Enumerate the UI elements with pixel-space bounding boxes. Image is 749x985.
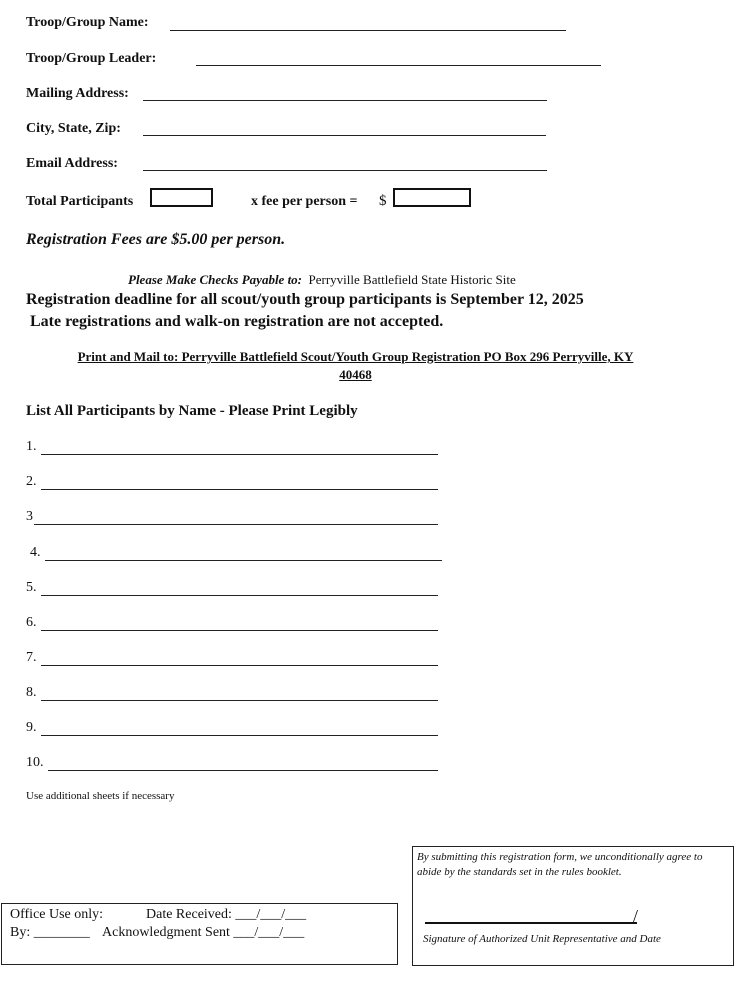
city-state-zip-line[interactable] (143, 135, 546, 136)
participant-line-8[interactable] (41, 700, 438, 701)
participant-line-9[interactable] (41, 735, 438, 736)
signature-caption: Signature of Authorized Unit Representative and Date (423, 933, 661, 945)
mailing-address-line[interactable] (143, 100, 547, 101)
email-label: Email Address: (26, 156, 118, 171)
additional-sheets-note: Use additional sheets if necessary (26, 790, 175, 802)
participants-heading: List All Participants by Name - Please Print Legibly (26, 403, 358, 419)
participant-number-9: 9. (26, 720, 37, 735)
participant-line-4[interactable] (45, 560, 442, 561)
total-participants-box[interactable] (150, 188, 213, 207)
email-line[interactable] (143, 170, 547, 171)
participant-number-2: 2. (26, 474, 37, 489)
participant-number-4: 4. (30, 545, 41, 560)
participant-line-10[interactable] (48, 770, 438, 771)
participant-number-1: 1. (26, 439, 37, 454)
total-fee-box[interactable] (393, 188, 471, 207)
participant-number-7: 7. (26, 650, 37, 665)
participant-line-1[interactable] (41, 454, 438, 455)
participant-number-5: 5. (26, 580, 37, 595)
date-received: Date Received: ___/___/___ (146, 907, 307, 922)
participant-number-6: 6. (26, 615, 37, 630)
participant-number-8: 8. (26, 685, 37, 700)
office-use-box (1, 903, 398, 965)
participant-line-6[interactable] (41, 630, 438, 631)
signature-line[interactable] (425, 922, 637, 924)
deadline-line2: Late registrations and walk-on registration are not accepted. (30, 313, 444, 330)
mail-to-line1: Print and Mail to: Perryville Battlefield Scout/Youth Group Registration PO Box 296 Perryville, KY (77, 349, 634, 364)
troop-name-label: Troop/Group Name: (26, 15, 149, 30)
office-by: By: ________ (10, 925, 90, 940)
participant-line-3[interactable] (34, 524, 438, 525)
dollar-sign: $ (379, 193, 387, 209)
checks-payable-label: Please Make Checks Payable to: (128, 272, 303, 287)
signature-box (412, 846, 734, 966)
participant-line-7[interactable] (41, 665, 438, 666)
total-participants-label: Total Participants (26, 194, 134, 209)
signature-date-slash: / (633, 906, 639, 926)
mailing-address-label: Mailing Address: (26, 86, 129, 101)
participant-number-10: 10. (26, 755, 44, 770)
agreement-text: By submitting this registration form, we unconditionally agree to abide by the standards set in the rules booklet. (417, 851, 703, 878)
troop-leader-line[interactable] (196, 65, 601, 66)
checks-payable (128, 272, 516, 288)
fees-note: Registration Fees are $5.00 per person. (26, 231, 286, 248)
fee-per-person-label: x fee per person = (251, 194, 358, 209)
acknowledgment-sent: Acknowledgment Sent ___/___/___ (102, 925, 305, 940)
mail-to-line2: 40468 (339, 367, 372, 382)
troop-name-line[interactable] (170, 30, 566, 31)
deadline-line1: Registration deadline for all scout/youth group participants is September 12, 2025 (26, 291, 584, 308)
city-state-zip-label: City, State, Zip: (26, 121, 121, 136)
participant-line-2[interactable] (41, 489, 438, 490)
checks-payee: Perryville Battlefield State Historic Site (308, 272, 516, 287)
participant-number-3: 3 (26, 509, 33, 524)
participant-line-5[interactable] (41, 595, 438, 596)
office-use-label: Office Use only: (10, 907, 104, 922)
troop-leader-label: Troop/Group Leader: (26, 51, 157, 66)
